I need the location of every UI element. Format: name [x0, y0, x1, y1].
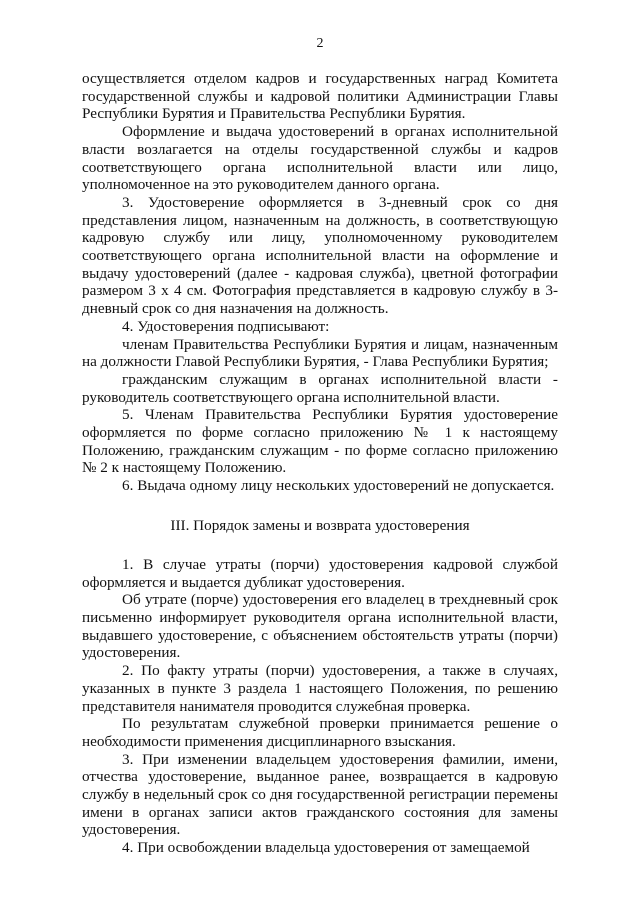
document-body: [82, 70, 558, 857]
paragraph: осуществляется отделом кадров и государственных наград Комитета государственной службы и кадровой политики Администрации Главы Республики Бурятия и Правительства Республики Бурятия.: [82, 70, 558, 123]
paragraph: 4. При освобождении владельца удостоверения от замещаемой: [122, 839, 530, 857]
paragraph: гражданским служащим в органах исполнительной власти - руководитель соответствующего органа исполнительной власти.: [82, 370, 558, 406]
page-number: 2: [316, 36, 324, 51]
paragraph: членам Правительства Республики Бурятия и лицам, назначенным на должности Главой Республики Бурятия, - Глава Республики Бурятия;: [82, 335, 558, 371]
section-heading: III. Порядок замены и возврата удостоверения: [170, 516, 470, 534]
paragraph: Об утрате (порче) удостоверения его владелец в трехдневный срок письменно информирует руководителя органа исполнительной власти, выдавшего удостоверение, с объяснением обстоятельств утраты (порчи) удостоверения.: [82, 591, 558, 662]
paragraph: По результатам служебной проверки принимается решение о необходимости применения дисциплинарного взыскания.: [82, 715, 558, 750]
paragraph: 3. Удостоверение оформляется в 3-дневный срок со дня представления лицом, назначенным на должность, в соответствующую кадровую службу или лицу, уполномоченному руководителем соответствующего органа исполнительной власти на оформление и выдачу удостоверений (далее - кадровая служба), цветной фотографии размером 3 х 4 см. Фотография представляется в кадровую службу в 3-дневный срок со дня назначения на должность.: [82, 193, 558, 318]
paragraph: 6. Выдача одному лицу нескольких удостоверений не допускается.: [122, 477, 555, 495]
paragraph: 1. В случае утраты (порчи) удостоверения кадровой службой оформляется и выдается дубликат удостоверения.: [82, 555, 558, 591]
paragraph: 3. При изменении владельцем удостоверения фамилии, имени, отчества удостоверение, выданное ранее, возвращается в кадровую службу в недельный срок со дня государственной регистрации перемены имени в органах записи актов гражданского состояния для замены удостоверения.: [82, 750, 558, 839]
paragraph: Оформление и выдача удостоверений в органах исполнительной власти возлагается на отделы государственной службы и кадров соответствующего органа исполнительной власти или лицо, уполномоченное на это руководителем данного органа.: [82, 123, 558, 194]
paragraph: 2. По факту утраты (порчи) удостоверения, а также в случаях, указанных в пункте 3 раздела 1 настоящего Положения, по решению представителя нанимателя проводится служебная проверка.: [82, 662, 558, 715]
paragraph: 4. Удостоверения подписывают:: [122, 317, 330, 335]
paragraph: 5. Членам Правительства Республики Бурятия удостоверение оформляется по форме согласно приложению № 1 к настоящему Положению, гражданским служащим - по форме согласно приложению № 2 к настоящему Положению.: [82, 406, 558, 477]
